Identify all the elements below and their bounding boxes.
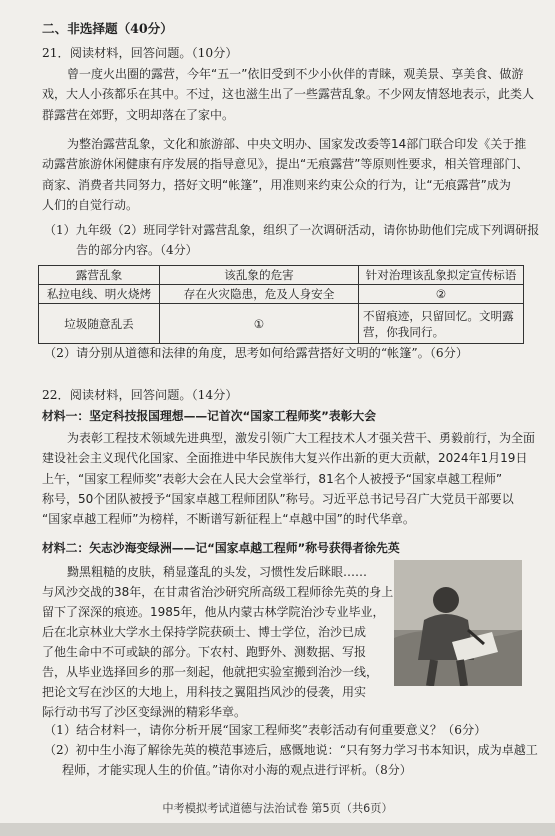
q22-m2-line: 留下了深深的痕迹。1985年，他从内蒙古林学院治沙专业毕业， [42, 605, 385, 619]
q21-m1-line: 戏，大人小孩都乐在其中。不过，这也滋生出了一些露营乱象。不少网友情怒地表示，此类人 [42, 87, 535, 102]
q22-m2-line: 与风沙交战的38年，在甘肃省治沙研究所高级工程师徐先英的身上 [42, 585, 394, 599]
table-cell: ② [359, 285, 524, 304]
table-cell: 垃圾随意乱丢 [39, 304, 160, 344]
q22-m2-line: 黝黑粗糙的皮肤，稍显蓬乱的头发，习惯性发后眯眼…… [67, 565, 368, 579]
q22-material-1 [42, 428, 535, 529]
q22-m1-line: 称号，50个团队被授予“国家卓越工程师团队”称号。习近平总书记号召广大党员干部要以 [42, 491, 514, 506]
person-writing-photo [394, 560, 522, 686]
table-row [39, 285, 524, 304]
page-footer: 中考模拟考试道德与法治试卷 第5页（共6页） [162, 802, 393, 815]
q22-m2-line: 告，从毕业选择回乡的那一刻起，他就把实验室搬到治沙一线， [42, 665, 379, 679]
material-2-title: 材料二：矢志沙海变绿洲——记“国家卓越工程师”称号获得者徐先英 [42, 541, 400, 555]
table-cell: ① [160, 304, 359, 344]
q21-material-1 [42, 64, 534, 125]
q22-sub-question-1: （1）结合材料一，请你分析开展“国家工程师奖”表彰活动有何重要意义？（6分） [44, 723, 487, 737]
q21-m1-line: 曾一度火出圈的露营，今年“五一”依旧受到不少小伙伴的青睐，观美景、享美食、做游 [67, 67, 524, 81]
material-1-title: 材料一：坚定科技报国理想——记首次“国家工程师奖”表彰大会 [42, 409, 377, 423]
table-header-row [39, 266, 524, 285]
q22-m2-line: 后在北京林业大学水土保持学院获硕士、博士学位，治沙已成 [42, 625, 367, 639]
q22-sub-question-2 [44, 740, 538, 780]
survey-table [38, 265, 524, 344]
q22-m1-line: 上午，“国家工程师奖”表彰大会在人民大会堂举行，81名个人被授予“国家卓越工程师” [42, 471, 503, 486]
q21-m2-line: 动露营旅游休闲健康有序发展的指导意见》，提出“无痕露营”等原则性要求，相关管理部门、 [42, 157, 529, 172]
table-cell: 私拉电线、明火烧烤 [39, 285, 160, 304]
q22-m1-line: “国家卓越工程师”为榜样，不断谱写新征程上“卓越中国”的时代华章。 [42, 512, 415, 527]
q22-sub2-line: 程师，才能实现人生的价值。”请你对小海的观点进行评析。（8分） [62, 763, 412, 777]
question-21-stem: 21．阅读材料，回答问题。（10分） [42, 46, 238, 60]
q22-m2-line: 际行动书写了沙区变绿洲的精彩华章。 [42, 705, 247, 719]
table-header: 露营乱象 [39, 266, 160, 285]
photo-illustration [394, 560, 522, 686]
table-row [39, 304, 524, 344]
q21-sub-question-2: （2）请分别从道德和法律的角度，思考如何给露营搭好文明的“帐篷”。（6分） [44, 346, 469, 360]
table-header: 针对治理该乱象拟定宣传标语 [359, 266, 524, 285]
q22-m2-line: 把论文写在沙区的大地上，用科技之翼阻挡风沙的侵袭，用实 [42, 685, 367, 699]
q21-m1-line: 群露营在郊野，文明却落在了家中。 [42, 107, 235, 122]
section-title: 二、非选择题（40分） [42, 21, 173, 36]
bottom-edge [0, 823, 555, 836]
q21-material-2 [42, 134, 528, 215]
q21-m2-line: 人们的自觉行动。 [42, 197, 139, 212]
q22-m2-line: 了他生命中不可或缺的部分。下农村、跑野外、测数据、写报 [42, 645, 367, 659]
q22-m1-line: 为表彰工程技术领域先进典型，激发引领广大工程技术人才强关营干、勇毅前行，为全面 [67, 431, 536, 445]
q22-m1-line: 建设社会主义现代化国家、全面推进中华民族伟大复兴作出新的更大贡献，2024年1月19日 [42, 451, 528, 466]
q22-sub2-line: （2）初中生小海了解徐先英的模范事迹后，感慨地说：“只有努力学习书本知识，成为卓越工 [44, 743, 538, 757]
table-cell: 不留痕迹，只留回忆。文明露营，你我同行。 [359, 304, 524, 344]
q21-sub1-line: （1）九年级（2）班同学针对露营乱象，组织了一次调研活动，请你协助他们完成下列调研报 [44, 223, 540, 237]
table-cell: 存在火灾隐患，危及人身安全 [160, 285, 359, 304]
q21-sub-question-1 [44, 220, 539, 261]
q21-sub1-line: 告的部分内容。（4分） [76, 243, 198, 258]
question-22-stem: 22．阅读材料，回答问题。（14分） [42, 388, 238, 402]
q21-m2-line: 为整治露营乱象，文化和旅游部、中央文明办、国家发改委等14部门联合印发《关于推 [67, 137, 527, 151]
table-header: 该乱象的危害 [160, 266, 359, 285]
q22-material-2 [42, 562, 393, 722]
q21-m2-line: 商家、消费者共同努力，搭好文明“帐篷”，用准则来约束公众的行为，让“无痕露营”成为 [42, 177, 511, 192]
